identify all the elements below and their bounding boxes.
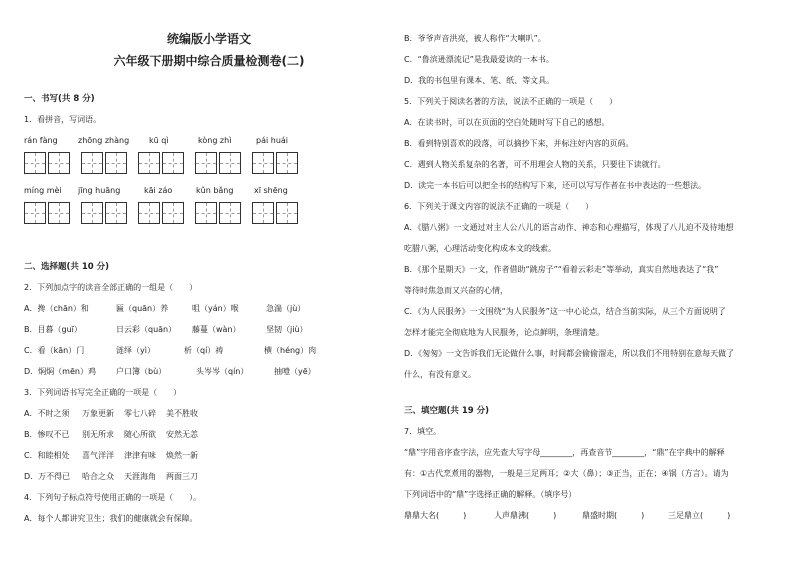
q2-option-a1: A．搀（chān）和 <box>24 304 89 313</box>
writing-box[interactable] <box>105 202 127 224</box>
q7-line1: “鼎”字用音序查字法，应先查大写字母________，再查音节________，“鼎”在字典中的解释 <box>404 448 725 457</box>
q3-option-d4: 两面三刀 <box>166 472 198 481</box>
q6-option-d-line1: D．《匆匆》一文告诉我们无论做什么事，时间都会偷偷溜走，所以我们不用特别在意每天做了 <box>404 349 735 358</box>
q3-option-d1: D．万不得已 <box>24 472 71 481</box>
writing-box[interactable] <box>195 202 217 224</box>
question-2: 2．下列加点字的读音全部正确的一组是（ ） <box>24 283 198 292</box>
q3-option-c3: 津津有味 <box>124 451 156 460</box>
q4-option-c: C．“鲁滨逊漂流记”是我最爱读的一本书。 <box>404 55 554 64</box>
pinyin-9: kǔn bǎng <box>196 186 234 195</box>
q3-option-c2: 喜气洋洋 <box>82 451 114 460</box>
q7-line3: 下列词语中的“鼎”字选择正确的解释。（填序号） <box>404 490 577 499</box>
writing-box[interactable] <box>81 152 103 174</box>
pinyin-6: míng mèi <box>24 186 62 195</box>
writing-box[interactable] <box>138 152 160 174</box>
doc-title-line2: 六年级下册期中综合质量检测卷(二) <box>113 54 305 68</box>
q6-option-c-line1: C．《为人民服务》一文围绕“为人民服务”这一中心论点，结合当前实际，从三个方面说明了 <box>404 307 726 316</box>
writing-box[interactable] <box>138 202 160 224</box>
q2-option-b2: 日云彩（quān） <box>116 325 177 334</box>
q3-option-a1: A．不时之须 <box>24 409 70 418</box>
writing-box[interactable] <box>24 202 46 224</box>
question-1: 1．看拼音，写词语。 <box>24 115 102 124</box>
pinyin-1: rán fàng <box>24 136 58 145</box>
q4-option-a: A．每个人都讲究卫生；我们的健康就会有保障。 <box>24 514 198 523</box>
q7-blank-3[interactable]: 鼎盛时期( ) <box>582 511 645 520</box>
question-3: 3．下列词语书写完全正确的一项是（ ） <box>24 388 182 397</box>
q3-option-d3: 天涯海角 <box>124 472 156 481</box>
q3-option-a4: 美不胜收 <box>166 409 198 418</box>
q5-option-b: B．看到特别喜欢的段落，可以摘抄下来，并标注好内容的页码。 <box>404 139 634 148</box>
q7-blank-2[interactable]: 人声鼎沸( ) <box>494 511 557 520</box>
q5-option-c: C．遇到人物关系复杂的名著，可不用理会人物的关系，只要往下读就行。 <box>404 160 666 169</box>
writing-box[interactable] <box>48 202 70 224</box>
q2-option-b1: B．目暮（guī） <box>24 325 82 334</box>
writing-box[interactable] <box>252 152 274 174</box>
q4-option-b: B．爷爷声音洪亮，被人称作“大喇叭”。 <box>404 34 546 43</box>
section3-heading: 三、填空题(共 19 分) <box>404 406 490 416</box>
pinyin-7: jīng huāng <box>78 186 121 195</box>
q2-option-d2: 户口簿（bù） <box>116 367 167 376</box>
q2-option-a4: 急湍（jù） <box>266 304 306 313</box>
writing-box[interactable] <box>48 152 70 174</box>
q7-blank-4[interactable]: 三足鼎立( ) <box>668 511 731 520</box>
q3-option-a2: 万象更新 <box>82 409 114 418</box>
writing-box[interactable] <box>276 202 298 224</box>
q6-option-d-line2: 什么，有没有意义。 <box>404 370 476 379</box>
q2-option-c4: 横（héng）肉 <box>264 346 317 355</box>
q2-option-c1: C．看（kān）门 <box>24 346 85 355</box>
writing-box[interactable] <box>105 152 127 174</box>
q3-option-b2: 别无所求 <box>82 430 114 439</box>
pinyin-4: kòng zhì <box>198 136 232 145</box>
q3-option-c1: C．和睦相处 <box>24 451 70 460</box>
q6-option-a-line2: 吃腊八粥，心理活动变化构成本文的线索。 <box>404 244 556 253</box>
pinyin-5: pái huái <box>256 136 289 145</box>
q2-option-a3: 咀（yán）喉 <box>192 304 239 313</box>
section2-heading: 二、选择题(共 10 分) <box>24 262 110 272</box>
q3-option-b4: 安然无恙 <box>166 430 198 439</box>
q2-option-b3: 藤蔓（wàn） <box>192 325 241 334</box>
q6-option-a-line1: A．《腊八粥》一文通过对主人公八儿的语言动作、神态和心理描写，体现了八儿迫不及待地想 <box>404 223 734 232</box>
pinyin-10: xī shēng <box>254 186 288 195</box>
question-7: 7．填空。 <box>404 427 442 436</box>
question-4: 4．下列句子标点符号使用正确的一项是（ ）。 <box>24 493 202 502</box>
q6-option-c-line2: 怎样才能完全彻底地为人民服务，论点鲜明，条理清楚。 <box>404 328 604 337</box>
pinyin-8: kāi záo <box>144 186 173 195</box>
q5-option-d: D．读完一本书后可以把全书的结构写下来，还可以写写作者在书中表达的一些想法。 <box>404 181 707 190</box>
q2-option-d3: 头岑岑（qín） <box>196 367 249 376</box>
q3-option-b3: 随心所欲 <box>124 430 156 439</box>
writing-box[interactable] <box>195 152 217 174</box>
q2-option-a2: 匾（quān）养 <box>116 304 169 313</box>
writing-box[interactable] <box>162 202 184 224</box>
q4-option-d: D．我的书包里有课本、笔、纸、等文具。 <box>404 76 555 85</box>
q3-option-c4: 焕然一新 <box>166 451 198 460</box>
pinyin-2: zhōng zhàng <box>78 136 130 145</box>
q7-blank-1[interactable]: 鼎鼎大名( ) <box>404 511 467 520</box>
pinyin-3: kū qì <box>149 136 169 145</box>
q6-option-b-line2: 等待时焦急而又兴奋的心情， <box>404 286 508 295</box>
section1-heading: 一、书写(共 8 分) <box>24 94 95 104</box>
q2-option-c3: 析（qí）祷 <box>184 346 224 355</box>
q3-option-a3: 零七八碎 <box>124 409 156 418</box>
q2-option-b4: 坚韧（jiù） <box>266 325 308 334</box>
writing-box[interactable] <box>24 152 46 174</box>
question-5: 5．下列关于阅读名著的方法，说法不正确的一项是（ ） <box>404 97 618 106</box>
q6-option-b-line1: B．《那个星期天》一文，作者借助“跳房子”“看着云彩走”等举动，真实自然地表达了“我” <box>404 265 719 274</box>
q2-option-d4: 抽噎（yē） <box>274 367 316 376</box>
q7-line2: 有：①古代烹煮用的器物，一般是三足两耳；②大（鼻）；③正当，正在；④锅（方言）。请为 <box>404 469 729 478</box>
doc-title-line1: 统编版小学语文 <box>166 32 251 46</box>
question-6: 6．下列关于课文内容的说法不正确的一项是（ ） <box>404 202 594 211</box>
writing-box[interactable] <box>219 152 241 174</box>
writing-box[interactable] <box>252 202 274 224</box>
q2-option-c2: 涟绎（yì） <box>116 346 155 355</box>
writing-box[interactable] <box>162 152 184 174</box>
q3-option-b1: B．惨叹不已 <box>24 430 70 439</box>
writing-box[interactable] <box>219 202 241 224</box>
q5-option-a: A．在读书时，可以在页面的空白处随时写下自己的感想。 <box>404 118 610 127</box>
q3-option-d2: 哈合之众 <box>82 472 114 481</box>
writing-box[interactable] <box>81 202 103 224</box>
q2-option-d1: D．焖焖（mēn）鸡 <box>24 367 96 376</box>
writing-box[interactable] <box>276 152 298 174</box>
